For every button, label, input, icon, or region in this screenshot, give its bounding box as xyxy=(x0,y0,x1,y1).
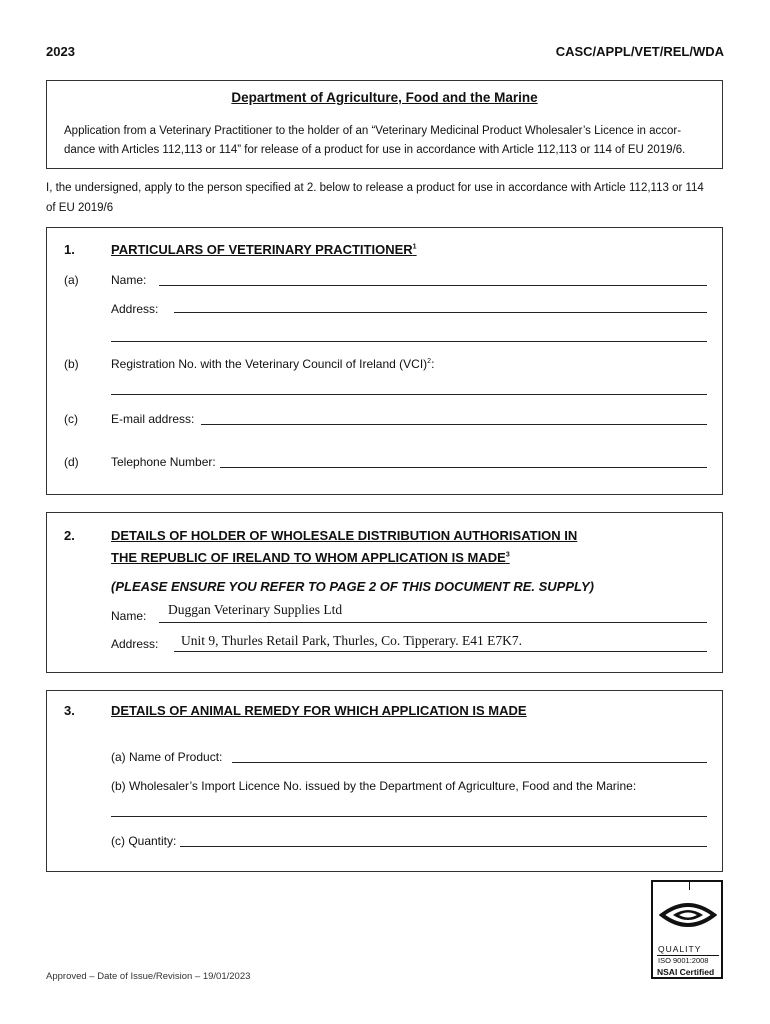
wholesaler-address-label: Address: xyxy=(111,637,159,651)
logo-iso-text: ISO 9001:2008 xyxy=(658,956,709,965)
practitioner-name-field[interactable] xyxy=(159,285,707,286)
product-name-field[interactable] xyxy=(232,762,707,763)
import-licence-label: (b) Wholesaler’s Import Licence No. issued by the Department of Agriculture, Food and the Marine: xyxy=(111,779,637,793)
nsai-eye-icon xyxy=(659,894,717,936)
section-2-title-line-1: DETAILS OF HOLDER OF WHOLESALE DISTRIBUTION AUTHORISATION IN xyxy=(111,528,578,543)
intro-box xyxy=(46,80,723,169)
declaration-line-1: I, the undersigned, apply to the person specified at 2. below to release a product for use in accordance with Article 112,113 or 114 xyxy=(46,182,704,194)
intro-text-line-1: Application from a Veterinary Practitioner to the holder of an “Veterinary Medicinal Product Wholesaler’s Licence in accor- xyxy=(64,125,682,137)
email-label: E-mail address: xyxy=(111,412,195,426)
section-3-number: 3. xyxy=(64,703,75,718)
section-3-title: DETAILS OF ANIMAL REMEDY FOR WHICH APPLICATION IS MADE xyxy=(111,703,527,718)
practitioner-address-field-1[interactable] xyxy=(174,312,707,313)
section-2-number: 2. xyxy=(64,528,75,543)
nsai-quality-logo xyxy=(651,880,723,979)
section-1-practitioner xyxy=(46,227,723,495)
supply-notice: (PLEASE ENSURE YOU REFER TO PAGE 2 OF THIS DOCUMENT RE. SUPPLY) xyxy=(111,579,594,594)
logo-quality-text: QUALITY xyxy=(658,944,702,954)
telephone-field[interactable] xyxy=(220,467,707,468)
logo-certified-text: NSAI Certified xyxy=(657,967,715,977)
wholesaler-name-label: Name: xyxy=(111,609,147,623)
practitioner-address-label: Address: xyxy=(111,302,159,316)
section-3-animal-remedy xyxy=(46,690,723,872)
product-name-label: (a) Name of Product: xyxy=(111,750,223,764)
item-c-label: (c) xyxy=(64,412,78,426)
wholesaler-name-value[interactable]: Duggan Veterinary Supplies Ltd xyxy=(168,602,343,617)
item-d-label: (d) xyxy=(64,455,79,469)
section-2-title-line-2-text: THE REPUBLIC OF IRELAND TO WHOM APPLICATION IS MADE xyxy=(111,550,506,565)
intro-text-line-2: dance with Articles 112,113 or 114” for release of a product for use in accordance with Article 112,113 or 114 of EU 2019/6. xyxy=(64,144,686,156)
section-1-title-text: PARTICULARS OF VETERINARY PRACTITIONER xyxy=(111,242,413,257)
item-a-label: (a) xyxy=(64,273,79,287)
quantity-label: (c) Quantity: xyxy=(111,834,177,848)
section-1-title xyxy=(111,242,417,257)
footnote-1-marker: 1 xyxy=(412,243,417,251)
vci-registration-colon: : xyxy=(431,357,435,371)
document-reference: CASC/APPL/VET/REL/WDA xyxy=(555,44,724,59)
import-licence-field[interactable] xyxy=(111,816,707,817)
wholesaler-address-value[interactable]: Unit 9, Thurles Retail Park, Thurles, Co. Tipperary. E41 E7K7. xyxy=(181,633,522,648)
footnote-3-marker: 3 xyxy=(505,551,510,559)
approval-date: Approved – Date of Issue/Revision – 19/01/2023 xyxy=(46,971,251,982)
vci-registration-field[interactable] xyxy=(111,394,707,395)
department-title: Department of Agriculture, Food and the Marine xyxy=(231,90,538,105)
section-1-number: 1. xyxy=(64,242,75,257)
section-2-wholesaler xyxy=(46,512,723,673)
document-year: 2023 xyxy=(46,44,75,59)
item-b-label: (b) xyxy=(64,357,79,371)
telephone-label: Telephone Number: xyxy=(111,455,216,469)
email-field[interactable] xyxy=(201,424,707,425)
vci-registration-label xyxy=(111,357,434,371)
wholesaler-address-field xyxy=(174,651,707,652)
practitioner-address-field-2[interactable] xyxy=(111,341,707,342)
section-2-title-line-2 xyxy=(111,550,510,565)
declaration-line-2: of EU 2019/6 xyxy=(46,202,114,214)
practitioner-name-label: Name: xyxy=(111,273,147,287)
quantity-field[interactable] xyxy=(180,846,707,847)
wholesaler-name-field xyxy=(159,622,707,623)
vci-registration-text: Registration No. with the Veterinary Council of Ireland (VCI) xyxy=(111,357,428,371)
footnote-2-marker: 2 xyxy=(427,358,432,365)
